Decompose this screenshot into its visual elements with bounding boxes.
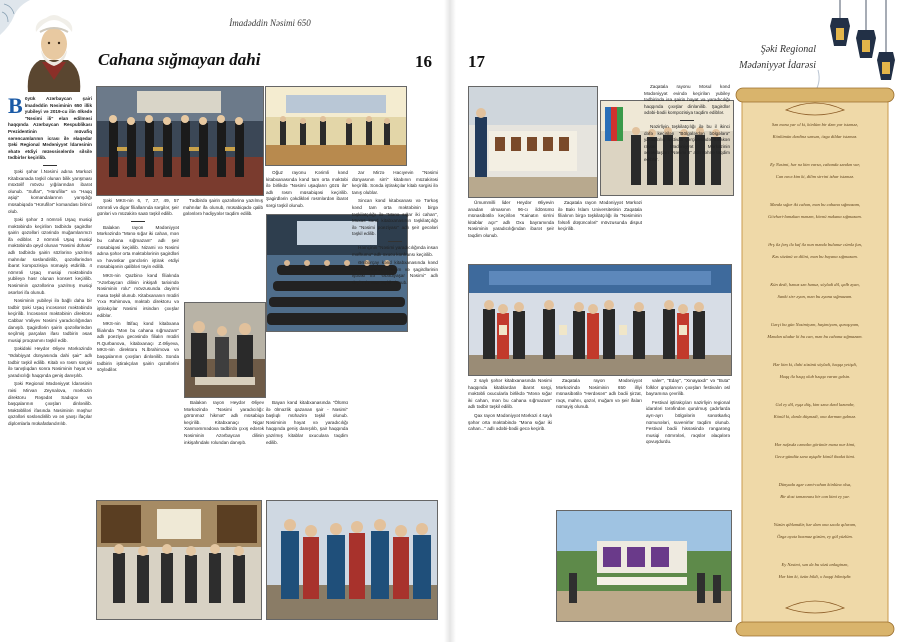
body-paragraph: zar Mirzə Hacıyevin "Nəsimi dünyasının sirri" kitabının müzakirəsi keçirilib. Sonda iştirakçılar kitab sərgisi ilə tanış olublar.: [352, 170, 438, 195]
verse-line: Dünyada əgər cəmi-cahan könlünə olsa,: [778, 482, 852, 487]
body-paragraph: Şəki Regional Mədəniyyət İdarəsinin rəisi Mirvarı Zeynalova, mərkəzin direktoru Rəşədət Sadıqov və başqalarının çıxışları dinlənilib. Məktəbliləri ifasında Nəsiminin məşhur qəzəlləri səsləndirilib və ən yaxşı ifaçılar diplomlarla mükafatlandırılıb.: [8, 381, 92, 426]
org-title-line-2: Mədəniyyət İdarəsi: [739, 60, 816, 71]
verse-line: Kəs sözünü və dilini, mən bu bəyana sığmazam.: [772, 254, 858, 259]
right-column-5: [646, 378, 730, 508]
photo-costumed-performers: [266, 500, 438, 620]
verse-line: Könlümün dərdinə sənsən, özgə dildar istəməz.: [772, 134, 858, 139]
body-paragraph: Nəsiminin yubileyi ilə bağlı daha bir tədbir Şəki Uşaq incəsənət məktəbində keçirilib. İncəsənət məktəbinin direktoru Cabbar Vəliyev Nəsimi yaradıcılığından danışıb. Şagirdlərin şairin qəzəllərindən seçilmiş parçaları ifası tədbirin əsas musiqi proqramını təşkil edib.: [8, 298, 92, 343]
photo-ceremony: [96, 86, 264, 196]
right-column-2b: [558, 200, 642, 260]
body-paragraph: Balakən rayon Heydər Əliyev Mərkəzində "Nəsimi yaradıcılığı: görünməz hikmət" adlı müsabiqə keçirilib. Kitabxanaçı Nigar Xanməmmədova tədbirdə çıxış edərək Nəsiminin Azərbaycan dilinin inkişafındakı rolundan danışıb.: [184, 400, 264, 445]
verse-line: Məndən uludur ki bu can, mən bu cahana sığmazam.: [767, 334, 863, 339]
body-paragraph: Nəzirliyin təşkilatçılığı ilə bu il ikinci dəfə keçirilən "Bölgələrdən bölgələrə" yaradıcılıq festivalı çərçivəsində Balakən rayon Mədəniyyət Mərkəzinin əməkdaşları "Nəsimi II" adlı səhnə təqdim ediblər.: [644, 123, 730, 162]
body-paragraph: Zaqatala rayon Mədəniyyət Mərkəzi ilə Bakı İslam Universitetinin Zaqatala filialının birgə təşkilatçılığı ilə "Nəsiminin fəlsəfi düşüncələri" mövzusunda disput keçirilib.: [558, 200, 642, 232]
lantern-ornament: [812, 0, 900, 96]
poetry-scroll: [734, 88, 896, 636]
right-column-2: [644, 84, 730, 254]
body-paragraph: 2 saylı şəhər kitabxanasında Nəsimi haqqında kitablardan ibarət sərgi, məktəbli oxucularla birlikdə "Mənə sığar iki cahan, mən bu cahana sığmazam" adlı tədbir təşkil edilib.: [468, 378, 552, 410]
photo-book-exhibition: [468, 86, 598, 198]
section-divider: [388, 241, 402, 242]
left-column-1: [8, 93, 92, 636]
left-column-3: [183, 198, 263, 298]
org-title-line-1: Şəki Regional: [760, 44, 816, 55]
right-column-3: [468, 378, 552, 618]
body-paragraph: Oğuz rayonu Kərimli kənd kitabxanasında kənd tam orta məktəbi ilə birlikdə "Nəsimi uşaqların gözü ilə" adlı rəsm müsabiqəsi keçirilib. Şagirdlərin çəkdikləri rəsmlərdən ibarət sərgi təşkil olunub.: [266, 170, 348, 208]
body-paragraph: valer", "Eday", "Xınayaxdı" və "Buta" folklor qruplarının çıxışları festivalın əsl bayramına çevrilib.: [646, 378, 730, 397]
verse-line: Kün dedi, hənuz sən hənuz, söylədi dil, qəlb əyan,: [770, 282, 860, 287]
series-title: İmadəddin Nəsimi 650: [229, 18, 311, 28]
dropcap: B: [8, 93, 23, 118]
photo-outdoor-festival: [556, 510, 732, 622]
verse-line: Gəl ey dil, eşqə düş, kim sənə dərd lazımdır,: [775, 402, 855, 407]
verse-line: Özgə ayətə baxmaz gözüm, ey gül yüzlüm.: [777, 534, 853, 539]
verse-line: Sən mənə yar ol ki, könlüm bir dəm yar istəməz,: [771, 122, 859, 127]
verse-line: Sanki sirr əyan, mən bu əyana sığmazam.: [777, 294, 853, 299]
body-paragraph: Əmbərçay kənd kitabxanasında kənd orta məktəbin müəllim və şagirdlərinin iştirakı ilə "Əbədiyaşar Nəsimi" adlı dəyirmi masa təşkil olunub.: [352, 260, 438, 285]
body-paragraph: Şəki şəhər İ.Nəsimi adına Mərkəzi Kitabxanada təşkil olunan bilik yarışması müxtəlif mövzu yığılarından ibarət olunub. "Suflar", "Hürufilər" və "Haqq aşiqi" komandalarının yarışdığı müsabiqədə "Hürufilər" komandası birinci olub.: [8, 168, 92, 214]
section-divider: [43, 165, 57, 166]
verse-line: Gövhəri-laməkan mənəm, kövnü məkana sığmazam.: [768, 214, 862, 219]
photo-officials: [184, 302, 266, 398]
body-paragraph: Festival iştirakçıları nazirliyin regional idarələri tərəfindən qurulmuş çadırlarda ayrı-ayrı bölgələrin sənətkarlıq nümunələri, suvenirlər təqdim olunub. Festival bədii hissəsində rəngarəng musiqi nömrələri, rəqslər əlaqələrə qovuşdurdu.: [646, 399, 730, 445]
left-column-4-lower: [266, 400, 348, 500]
left-column-3-lower: [184, 400, 264, 500]
scroll-verses: [748, 122, 882, 602]
verse-line: Məndə sığar iki cahan, mən bu cahana sığmazam,: [769, 202, 861, 207]
body-paragraph: Ümummilli lider Heydər Əliyevin anadan olmasının 96-cı ildönümü münasibətilə keçirilən "Kainatın sirrini kitablar açır" adlı Oxu bayramında Nəsiminin yaradıcılığından ibarət şeir təqdim olunub.: [468, 200, 554, 238]
verse-line: Gecə-gündüz sənə aşiqdir könül ibadət kimi.: [774, 454, 856, 459]
verse-line: Hər kim ki, özün bildi, o həqqi bilmişdir.: [778, 574, 852, 579]
right-page: [450, 0, 900, 642]
body-paragraph: Zaqatala rayonu Mosul kənd Mədəniyyət evində keçirilən yubiley tədbirində isə şairin həyat və yaradıcılığı haqqında çıxışlar dinlənilib. Şagirdlər ədəbi-bədii kompozisiya təqdim ediblər.: [644, 84, 730, 116]
page-number-left: 16: [415, 52, 432, 71]
lead-paragraph: öyük Azərbaycan şairi İmadəddin Nəsiminin 650 illik yubileyi və 2019-cu ilin ölkədə "Nəsimi ili" elan edilməsi haqqında Azərbaycan Respublikası Prezidentinin müvafiq sərəncamlarının icrası ilə əlaqədar Şəki Regional Mədəniyyət İdarəsinin əhatə etdiyi müəssisələrdə silsilə tədbirlər keçirilib.: [8, 96, 92, 161]
nasimi-portrait: [18, 10, 90, 92]
body-paragraph: Bayan kənd kitabxanasında "Ölümü ilə ölməzlik qazanan şair - Nəsimi" başlıqlı mühazirə təşkil olunub. Nəsiminin həyat və yaradıcılığı haqqında geniş danışılıb, şair haqqında yazılmış kitablar oxuculara təqdim edilib.: [266, 400, 348, 445]
section-divider: [131, 221, 145, 222]
verse-line: Yüzün qibləmdür, hər dəm ona səcdə qıluram,: [773, 522, 857, 527]
photo-library-performance: [96, 500, 262, 620]
page-number-right: 17: [468, 52, 485, 71]
body-paragraph: Balakən rayon Mədəniyyət Mərkəzində "Mənə sığar iki cahan, mən bu cahana sığmazam" adlı şeir müsabiqəsi keçirilib. Nizami və Nəsimi adına şəhər orta məktəblərinin şagirdləri və həvəskar gənclərin iştirak etdiyi müsabiqənin qalibləri təyin edilib.: [97, 224, 179, 270]
right-column-1: [468, 200, 554, 260]
photo-stage-concert: [265, 86, 407, 166]
body-paragraph: Həmçinin "Nəsimi yaradıcılığında insan məfhumu" adlı oxucu konfransı keçirilib.: [352, 244, 438, 257]
verse-line: Gərçi bu gün Nəsimiyəm, haşimiyəm, quraşıyam,: [770, 322, 860, 327]
body-paragraph: Zaqatala rayon Mədəniyyət Mərkəzində Nəsiminin 650 illiyi münasibətilə "Herdəsən" adlı bədii şirzat, rəqs, mahnı, qəzəl, muğam və şeir ifaları nümayiş olunub.: [556, 378, 642, 410]
section-divider: [680, 120, 694, 121]
body-paragraph: MKS-nin Qazbinə kənd filialında "Azərbaycan dilinin inkişafı tarixində Nəsiminin rolu" mövzusunda dəyirmi masa təşkil olunub. Kitabxananın müdiri Yıxə Rəhimova, məktəb direktoru və iştirakçılar Nəsimi irsindən çıxışlar ediblər.: [97, 272, 179, 318]
page-title: Cahana sığmayan dahi: [98, 50, 261, 69]
body-paragraph: MKS-nin İttifaq kənd kitabxana filialında "Mən bu cahana sığmazam" adlı poeziya gecəsində filialın müdiri R.Qurbanova, kitabxanaçı Z.Əliyeva, MKS-nin direktoru N.İbrahimova və başqalarının çıxışları dinlənilib. Sonda tədbirin iştirakçıları şairin qəzəllərini söylədilər.: [97, 321, 179, 373]
body-paragraph: Şəkidəki Heydər Əliyev Mərkəzində "Ədəbiyyat dünyasında dahi şair" adlı tədbir təşkil edilib. Kitab və rəsm sərgisi ilə tanışlıqdan sonra Nəsiminin həyat və yaradıcılığı haqqında geniş danışılıb.: [8, 346, 92, 378]
verse-line: Könül ki, dərdə düşmədi, ona dərman gəlməz.: [773, 414, 857, 419]
photo-certificate-winners: [468, 264, 732, 376]
body-paragraph: Qax rayon Mədəniyyət Mərkəzi 4 saylı şəhər orta məktəbində "Mənə sığar iki cahan..." adlı ədəbi-bədii gecə keçirib.: [468, 412, 552, 432]
body-paragraph: Şəki şəhər 3 nömrəli Uşaq musiqi məktəbində keçirilən tədbirdə şagirdlər şairin qəzəlləri üzərində muğamlarımızı ifa ediblər. 2 nömrəli Uşaq musiqi məktəbində qeyd olunan "Nəsimi dühası" adlı tədbirdə şairin sözlərinə yazılmış mahnılar səsləndirilib, qəzəllərindən ibarət kompozisiya nümayiş etdirilib. 4 nömrəli Uşaq musiqi məktəbində yubileyə həsr olunan konsert keçirilib. Nəsiminin qəzəllərinə yazılmış musiqi əsərləri ifa olunub.: [8, 217, 92, 295]
verse-line: Ey Nəsimi, hər nə kim varsa, cahanda səndən var,: [770, 162, 860, 167]
verse-line: Ərş ilə fərş ilə kaf ilə nun məndə bulunur cümlə fun,: [768, 242, 862, 247]
left-column-2: [97, 198, 179, 373]
verse-line: Can necə kim ki, dilim sirrini izhar istəməz.: [775, 174, 855, 179]
verse-line: Bir dost təmənnası bir can kimi ey yar.: [780, 494, 850, 499]
verse-line: Hər kim ki, ilahi sözünü söylədi, həqqə yetişdi,: [773, 362, 857, 367]
body-paragraph: Tədbirdə şairin qəzəllərinə yazılmış mahnılar ifa olunub, müsabiqədə qalib gələnlərə hədiyyələr təqdim edilib.: [183, 198, 263, 217]
page-gutter: [444, 0, 456, 642]
verse-line: Ey Nəsimi, sən də bu sözü anlaginən,: [781, 562, 849, 567]
body-paragraph: Şəki MKS-nin 6, 7, 27, 49, 57 nömrəli və digər filiallarında sərgilər, şeir günləri və müzakirə saatı təşkil edilib.: [97, 198, 179, 217]
body-paragraph: Sincan kənd kitabxanası və Tərkəş kənd tam orta məktəbinin birgə təşkilatçılığı ilə "Mənə sığar iki cahan", Muxas kənd kitabxanasının təşkilatçılığı ilə "Nəsimi poeziyası" adlı şeir gecələri təşkil edilib.: [352, 198, 438, 237]
left-column-5: [352, 170, 438, 500]
verse-line: Həqq ilə həqq olub həqqə varan gəlsin.: [779, 374, 851, 379]
verse-line: Hər nəfəsdə cəmalın görünür mənə nur kimi,: [774, 442, 856, 447]
